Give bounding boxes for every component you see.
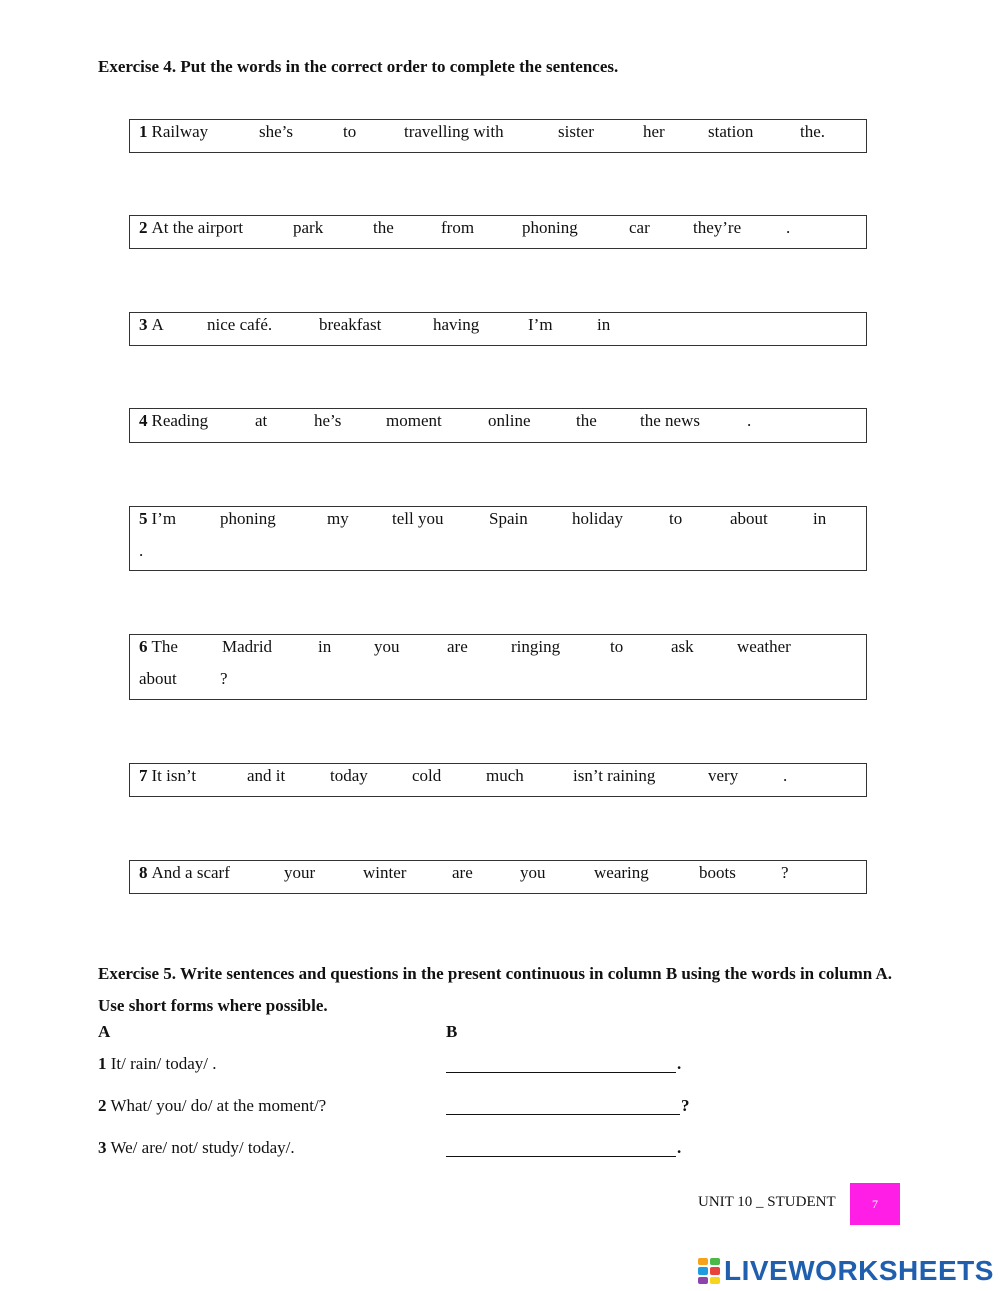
word: phoning <box>522 218 578 237</box>
word: car <box>629 218 650 237</box>
item-number: 4 <box>139 411 148 430</box>
word: he’s <box>314 411 342 430</box>
word: weather <box>737 637 791 656</box>
word: having <box>433 315 480 334</box>
word: 1 Railway <box>139 122 209 141</box>
page-number-badge <box>850 1183 900 1225</box>
word: you <box>520 863 546 882</box>
word: 8 And a scarf <box>139 863 230 882</box>
word: boots <box>699 863 736 882</box>
word: to <box>610 637 624 656</box>
word: in <box>813 509 827 528</box>
word: isn’t raining <box>573 766 656 785</box>
item-number: 3 <box>98 1138 107 1157</box>
word: 2 At the airport <box>139 218 244 237</box>
word: ringing <box>511 637 561 656</box>
sentence-end-2: ? <box>681 1096 690 1115</box>
word: her <box>643 122 665 141</box>
answer-blank-2[interactable] <box>446 1096 680 1115</box>
word: they’re <box>693 218 742 237</box>
page-number: 7 <box>872 1196 878 1211</box>
word: much <box>486 766 524 785</box>
sentence-box-2 <box>129 215 867 249</box>
liveworksheets-logo <box>698 1255 994 1287</box>
column-b-label: B <box>446 1022 458 1041</box>
word: Madrid <box>222 637 273 656</box>
word: travelling with <box>404 122 504 141</box>
word: 3 A <box>139 315 164 334</box>
word: breakfast <box>319 315 382 334</box>
prompt-3: 3 We/ are/ not/ study/ today/. <box>98 1138 295 1157</box>
word: the. <box>800 122 826 141</box>
item-number: 2 <box>139 218 148 237</box>
word: today <box>330 766 368 785</box>
word: . <box>783 766 788 785</box>
sentence-box-4 <box>129 408 867 443</box>
word: ? <box>781 863 789 882</box>
sentence-box-8 <box>129 860 867 894</box>
word: holiday <box>572 509 623 528</box>
item-number: 8 <box>139 863 148 882</box>
word: moment <box>386 411 442 430</box>
word: cold <box>412 766 442 785</box>
word: station <box>708 122 754 141</box>
sentence-box-1 <box>129 119 867 153</box>
word: very <box>708 766 739 785</box>
answer-blank-1[interactable] <box>446 1054 676 1073</box>
exercise-4-title: Exercise 4 <box>98 57 172 76</box>
word: wearing <box>594 863 649 882</box>
word: the <box>576 411 597 430</box>
word: the <box>373 218 394 237</box>
sentence-box-5 <box>129 506 867 571</box>
logo-text: LIVEWORKSHEETS <box>724 1255 994 1286</box>
word: are <box>447 637 468 656</box>
word: my <box>327 509 349 528</box>
word: about <box>730 509 768 528</box>
word: nice café. <box>207 315 273 334</box>
word: tell you <box>392 509 444 528</box>
word: . <box>139 541 144 560</box>
item-number: 1 <box>98 1054 107 1073</box>
word: 5 I’m <box>139 509 177 528</box>
sentence-end-3: . <box>677 1138 682 1157</box>
exercise-4-instruction: . Put the words in the correct order to complete the sentences. <box>171 57 619 76</box>
exercise-5-heading: Exercise 5. Write sentences and questions in the present continuous in column B using the words in column A. Use short forms where possible. <box>98 964 893 1015</box>
sentence-box-7 <box>129 763 867 797</box>
word: I’m <box>528 315 553 334</box>
item-number: 6 <box>139 637 148 656</box>
word: 4 Reading <box>139 411 209 430</box>
word: winter <box>363 863 407 882</box>
word: 7 It isn’t <box>139 766 197 785</box>
exercise-4-heading <box>98 57 618 77</box>
word: and it <box>247 766 286 785</box>
answer-blank-3[interactable] <box>446 1138 676 1157</box>
word: ? <box>220 669 228 688</box>
prompt-2: 2 What/ you/ do/ at the moment/? <box>98 1096 327 1115</box>
item-number: 3 <box>139 315 148 334</box>
sentence-box-6 <box>129 634 867 700</box>
word: the news <box>640 411 700 430</box>
item-number: 2 <box>98 1096 107 1115</box>
word: are <box>452 863 473 882</box>
word: to <box>669 509 683 528</box>
item-number: 7 <box>139 766 148 785</box>
word: in <box>597 315 611 334</box>
word: phoning <box>220 509 276 528</box>
word: to <box>343 122 357 141</box>
word: online <box>488 411 531 430</box>
word: Spain <box>489 509 528 528</box>
word: you <box>374 637 400 656</box>
prompt-1: 1 It/ rain/ today/ . <box>98 1054 217 1073</box>
word: your <box>284 863 316 882</box>
column-a-label: A <box>98 1022 111 1041</box>
item-number: 5 <box>139 509 148 528</box>
word: sister <box>558 122 594 141</box>
sentence-end-1: . <box>677 1054 682 1073</box>
word: about <box>139 669 177 688</box>
word: park <box>293 218 324 237</box>
word: from <box>441 218 475 237</box>
word: she’s <box>259 122 293 141</box>
word: 6 The <box>139 637 178 656</box>
word: ask <box>671 637 694 656</box>
word: . <box>786 218 791 237</box>
logo-icon <box>698 1258 720 1284</box>
footer-unit-label: UNIT 10 _ STUDENT <box>698 1194 836 1210</box>
sentence-box-3 <box>129 312 867 346</box>
word: at <box>255 411 268 430</box>
word: . <box>747 411 752 430</box>
word: in <box>318 637 332 656</box>
item-number: 1 <box>139 122 148 141</box>
